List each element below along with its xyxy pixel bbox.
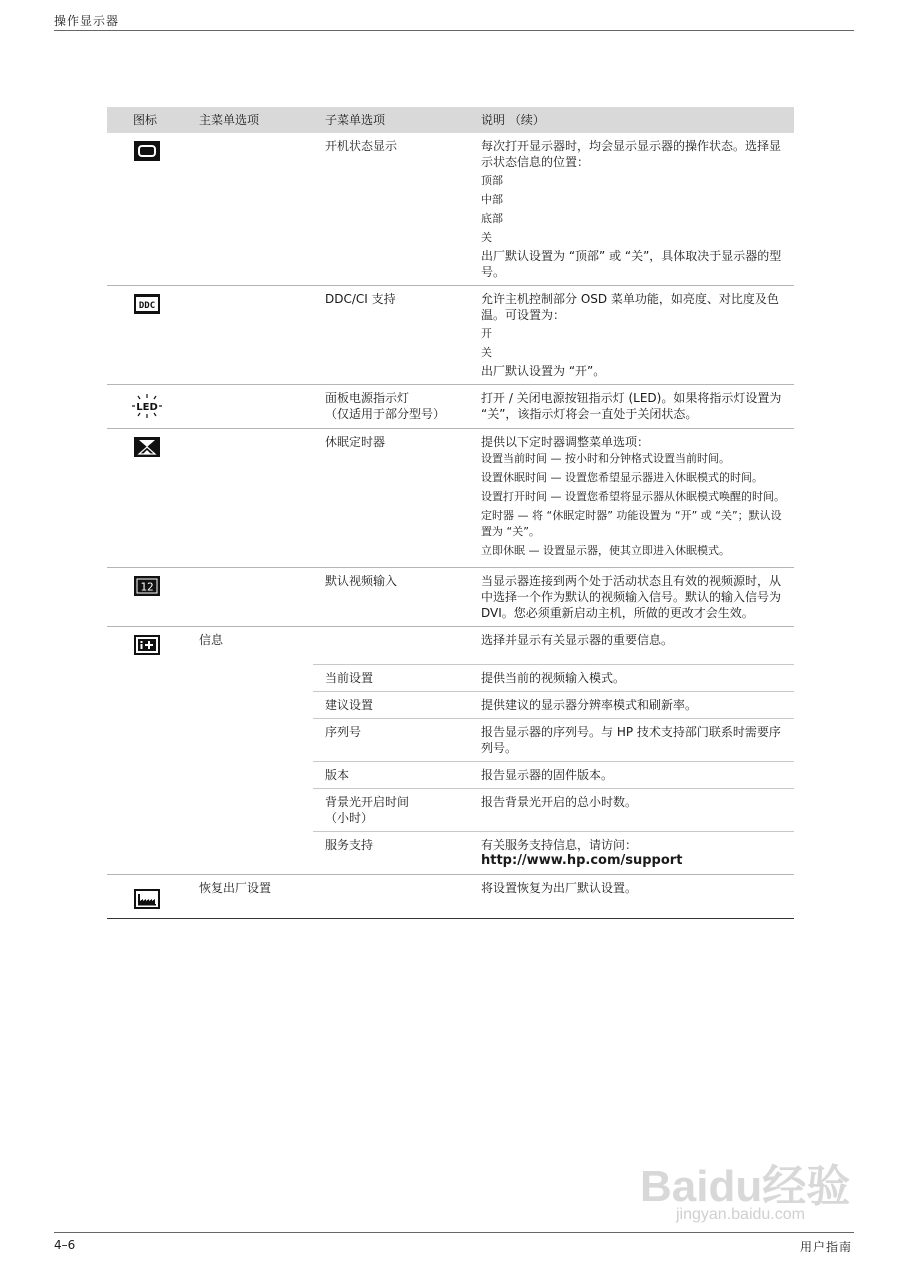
main-menu-cell: [187, 691, 313, 718]
option-item: 顶部: [481, 174, 503, 187]
description-text: 将设置恢复为出厂默认设置。: [481, 880, 638, 895]
description-cell: [469, 788, 794, 831]
option-item: 设置当前时间 — 按小时和分钟格式设置当前时间。: [481, 452, 730, 465]
submenu-cell: 序列号: [313, 718, 469, 761]
led-icon: [130, 393, 164, 419]
power-on-status-icon: [134, 141, 160, 161]
description-cell: [469, 385, 794, 429]
table-row-ddc-ci: [107, 286, 794, 385]
submenu-cell: 当前设置: [313, 664, 469, 691]
main-menu-cell: 信息: [199, 633, 224, 647]
description-cell: [469, 874, 794, 918]
description-cell: [469, 133, 794, 286]
table-row-suggested-settings: [107, 691, 794, 718]
column-header-description: 说明 （续）: [469, 107, 794, 133]
main-menu-cell: 恢复出厂设置: [187, 874, 313, 918]
led-icon-label: LED: [136, 402, 158, 413]
hourglass-icon: [134, 437, 160, 457]
table-row-factory-reset: [107, 874, 794, 918]
ddc-icon-label: DDC: [138, 301, 156, 311]
description-cell: [469, 568, 794, 627]
description-cell: [469, 664, 794, 691]
submenu-cell: DDC/CI 支持: [313, 286, 469, 385]
option-item: 立即休眠 — 设置显示器，使其立即进入休眠模式。: [481, 544, 730, 557]
description-text: 每次打开显示器时，均会显示显示器的操作状态。选择显示状态信息的位置：: [481, 139, 782, 169]
main-menu-cell: [187, 831, 313, 874]
table-row-serial-number: [107, 718, 794, 761]
table-row-sleep-timer: [107, 429, 794, 568]
description-cell: [469, 831, 794, 874]
page-number: 4–6: [54, 1238, 76, 1252]
description-text: 提供建议的显示器分辨率模式和刷新率。: [481, 697, 698, 712]
description-default: 出厂默认设置为 “开”。: [481, 364, 606, 378]
submenu-cell: 休眠定时器: [313, 429, 469, 568]
icon-cell: [107, 133, 187, 286]
submenu-note: （仅适用于部分型号）: [325, 407, 446, 421]
main-menu-cell: [187, 788, 313, 831]
option-item: 定时器 — 将 “休眠定时器” 功能设置为 “开” 或 “关”；默认设置为 “关”。: [481, 509, 782, 538]
table-row-information: [107, 627, 794, 665]
description-text: 报告显示器的固件版本。: [481, 767, 614, 782]
submenu-cell: 服务支持: [313, 831, 469, 874]
option-item: 中部: [481, 193, 503, 206]
submenu-note: （小时）: [325, 810, 374, 825]
table-row-current-settings: [107, 664, 794, 691]
watermark-site: jingyan.baidu.com: [676, 1206, 805, 1223]
submenu-cell: [313, 627, 469, 665]
icon-cell: [107, 718, 187, 761]
description-text: 提供以下定时器调整菜单选项：: [481, 435, 650, 449]
main-menu-cell: [187, 429, 313, 568]
input-12-icon: [134, 576, 160, 596]
description-text: 当显示器连接到两个处于活动状态且有效的视频源时，从中选择一个作为默认的视频输入信号。默认的输入信号为 DVI。您必须重新启动主机，所做的更改才会生效。: [481, 574, 782, 620]
icon-cell: [107, 286, 187, 385]
submenu-cell: 版本: [313, 761, 469, 788]
submenu-cell: 默认视频输入: [313, 568, 469, 627]
main-menu-cell: [187, 664, 313, 691]
header-rule: [54, 30, 854, 31]
option-item: 关: [481, 346, 492, 359]
submenu-cell: [313, 788, 469, 831]
description-text: 报告显示器的序列号。与 HP 技术支持部门联系时需要序列号。: [481, 724, 781, 755]
running-header: 操作显示器: [54, 14, 120, 28]
main-menu-cell: [187, 568, 313, 627]
description-cell: [469, 286, 794, 385]
icon-cell: [107, 568, 187, 627]
option-item: 设置休眠时间 — 设置您希望显示器进入休眠模式的时间。: [481, 471, 763, 484]
option-item: 底部: [481, 212, 503, 225]
submenu-label: 背景光开启时间: [325, 794, 410, 809]
description-text: 打开 / 关闭电源按钮指示灯 (LED)。如果将指示灯设置为 “关”，该指示灯将会一直处于关闭状态。: [481, 391, 782, 421]
table-row-backlight-hours: [107, 788, 794, 831]
option-item: 开: [481, 327, 492, 340]
description-cell: [469, 627, 794, 665]
icon-cell: [107, 664, 187, 691]
description-cell: [469, 691, 794, 718]
main-menu-cell: [187, 385, 313, 429]
watermark-logo: Baidu经验: [640, 1162, 851, 1211]
osd-menu-table: [107, 107, 794, 919]
icon-cell: [107, 627, 187, 665]
support-url-link[interactable]: http://www.hp.com/support: [481, 852, 683, 868]
description-cell: [469, 718, 794, 761]
table-row-power-on-status: [107, 133, 794, 286]
description-cell: [469, 429, 794, 568]
table-header-row: [107, 107, 794, 133]
ddc-icon: [134, 294, 160, 314]
input-icon-label: 12: [140, 580, 154, 594]
footer-rule: [54, 1232, 854, 1233]
description-text: 允许主机控制部分 OSD 菜单功能，如亮度、对比度及色温。可设置为：: [481, 292, 779, 322]
main-menu-cell: [187, 761, 313, 788]
table-row-version: [107, 761, 794, 788]
description-text: 报告背景光开启的总小时数。: [481, 794, 638, 809]
submenu-cell: [313, 874, 469, 918]
column-header-submenu: 子菜单选项: [313, 107, 469, 133]
table-row-power-led: [107, 385, 794, 429]
main-menu-cell: [187, 718, 313, 761]
icon-cell: [107, 761, 187, 788]
column-header-icon: 图标: [107, 107, 187, 133]
guide-title: 用户指南: [799, 1240, 852, 1254]
icon-cell: [107, 874, 187, 918]
info-icon: [134, 635, 160, 655]
description-default: 出厂默认设置为 “顶部” 或 “关”，具体取决于显示器的型号。: [481, 249, 782, 279]
description-text: 有关服务支持信息，请访问：: [481, 837, 638, 852]
icon-cell: [107, 385, 187, 429]
icon-cell: [107, 788, 187, 831]
factory-reset-icon: [134, 889, 160, 909]
submenu-cell: 建议设置: [313, 691, 469, 718]
submenu-cell: [313, 385, 469, 429]
icon-cell: [107, 691, 187, 718]
main-menu-cell: [187, 286, 313, 385]
table-row-default-video-input: [107, 568, 794, 627]
option-item: 设置打开时间 — 设置您希望将显示器从休眠模式唤醒的时间。: [481, 490, 785, 503]
description-text: 选择并显示有关显示器的重要信息。: [481, 633, 674, 647]
icon-cell: [107, 429, 187, 568]
description-cell: [469, 761, 794, 788]
column-header-main-menu: 主菜单选项: [187, 107, 313, 133]
submenu-cell: 开机状态显示: [313, 133, 469, 286]
submenu-label: 面板电源指示灯: [325, 391, 410, 405]
main-menu-cell: [187, 133, 313, 286]
icon-cell: [107, 831, 187, 874]
description-text: 提供当前的视频输入模式。: [481, 670, 626, 685]
option-item: 关: [481, 231, 492, 244]
table-row-service-support: [107, 831, 794, 874]
